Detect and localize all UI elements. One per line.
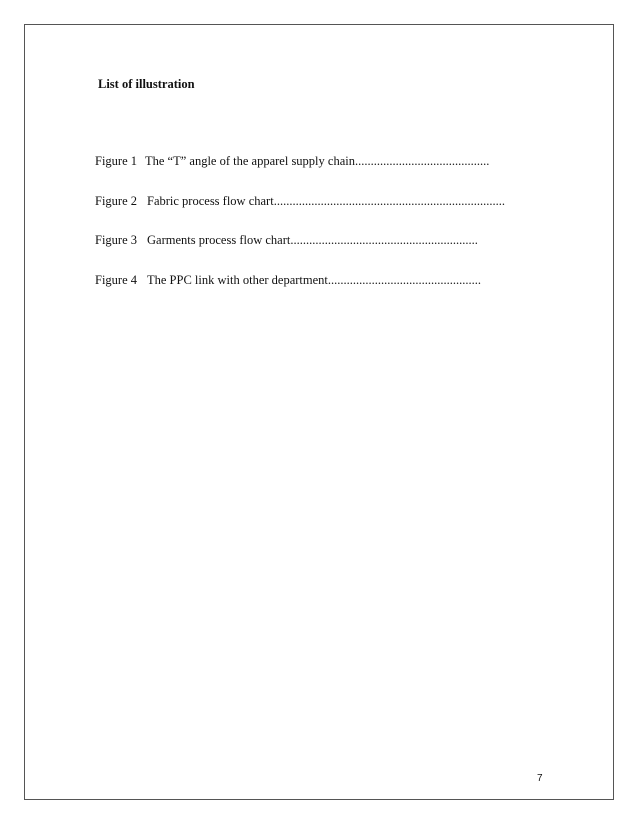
page-number: 7: [537, 773, 543, 784]
figure-title: Garments process flow chart: [147, 233, 291, 247]
figure-list-item: [95, 193, 505, 209]
figure-number: Figure 4: [95, 273, 138, 287]
figure-number: Figure 3: [95, 233, 138, 247]
figure-title: The “T” angle of the apparel supply chain: [145, 154, 355, 168]
figure-title: Fabric process flow chart: [147, 194, 274, 208]
figure-list-item: [95, 272, 481, 288]
figure-title: The PPC link with other department: [147, 273, 328, 287]
leader-dots: .................................................: [327, 273, 482, 287]
figure-number: Figure 2: [95, 194, 138, 208]
figure-list-item: [95, 232, 478, 248]
leader-dots: ..........................................................................: [273, 194, 505, 208]
leader-dots: ............................................................: [290, 233, 478, 247]
leader-dots: ...........................................: [354, 154, 490, 168]
figure-number: Figure 1: [95, 154, 138, 168]
page-border: [24, 24, 614, 800]
page-heading: List of illustration: [98, 77, 195, 91]
figure-list-item: [95, 153, 489, 169]
